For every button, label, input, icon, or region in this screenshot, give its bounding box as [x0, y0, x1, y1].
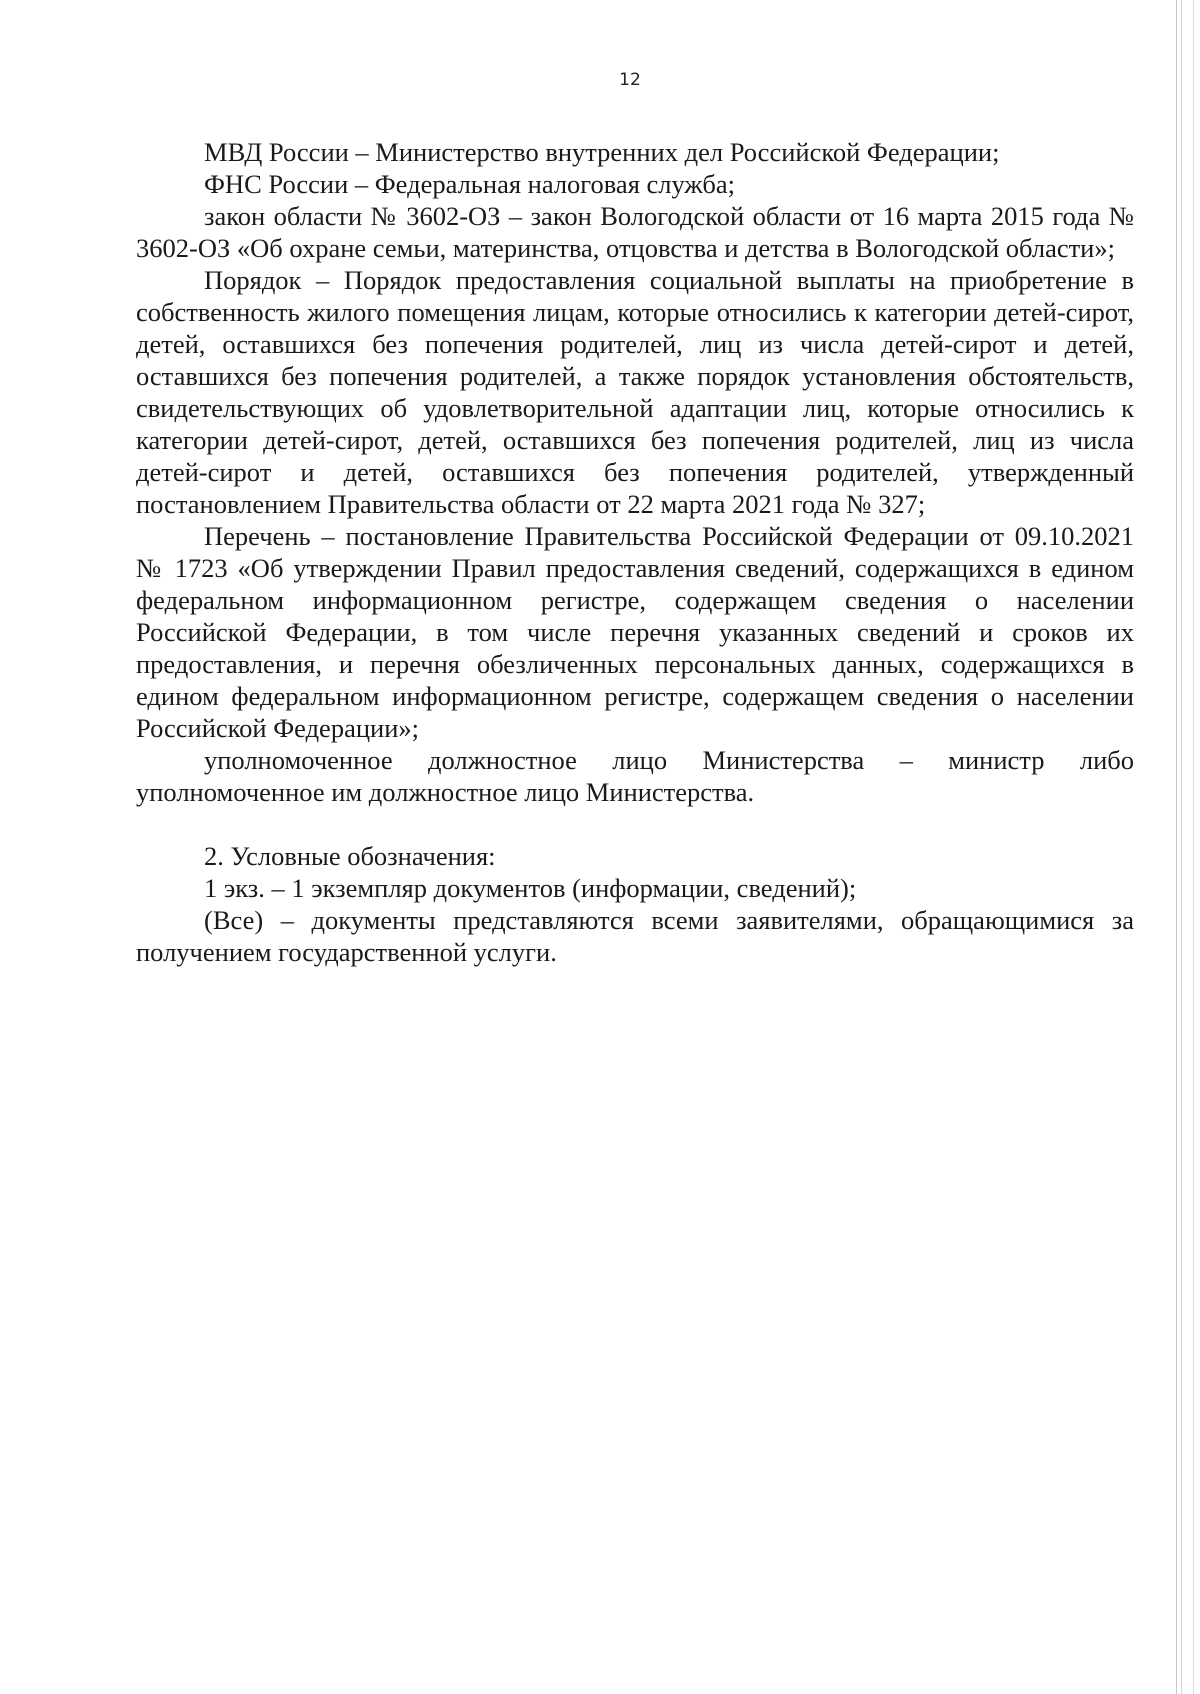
page-number: 12 — [619, 70, 641, 90]
scan-edge-outer-line — [1193, 0, 1194, 1694]
section-heading: 2. Условные обозначения: — [204, 841, 496, 871]
definition-mvd: МВД России – Министерство внутренних дел Российской Федерации; — [204, 137, 1000, 167]
definition-perechen: Перечень – постановление Правительства Российской Федерации от 09.10.2021 № 1723 «Об утверждении Правил предоставления сведений, содержащихся в едином федеральном информационном регистре, содержащем сведения о населении Российской Федерации, в том числе перечня указанных сведений и сроков их предоставления, и перечня обезличенных персональных данных, содержащихся в едином федеральном информационном регистре, содержащем сведения о населении Российской Федерации»; — [136, 521, 1134, 743]
legend-item-all: (Все) – документы представляются всеми заявителями, обращающимися за получением государственной услуги. — [136, 905, 1134, 967]
definition-authorized-official: уполномоченное должностное лицо Министерства – министр либо уполномоченное им должностное лицо Министерства. — [136, 745, 1134, 807]
document-body — [136, 136, 1134, 968]
definition-poryadok: Порядок – Порядок предоставления социальной выплаты на приобретение в собственность жилого помещения лицам, которые относились к категории детей-сирот, детей, оставшихся без попечения родителей, лиц из числа детей-сирот и детей, оставшихся без попечения родителей, а также порядок установления обстоятельств, свидетельствующих об удовлетворительной адаптации лиц, которые относились к категории детей-сирот, детей, оставшихся без попечения родителей, лиц из числа детей-сирот и детей, оставшихся без попечения родителей, утвержденный постановлением Правительства области от 22 марта 2021 года № 327; — [136, 265, 1134, 519]
definition-fns: ФНС России – Федеральная налоговая служба; — [204, 169, 735, 199]
scan-edge-line — [1176, 0, 1182, 1694]
legend-item-copies: 1 экз. – 1 экземпляр документов (информации, сведений); — [204, 873, 857, 903]
definition-law-3602: закон области № 3602-ОЗ – закон Вологодской области от 16 марта 2015 года № 3602-ОЗ «Об охране семьи, материнства, отцовства и детства в Вологодской области»; — [136, 201, 1134, 263]
